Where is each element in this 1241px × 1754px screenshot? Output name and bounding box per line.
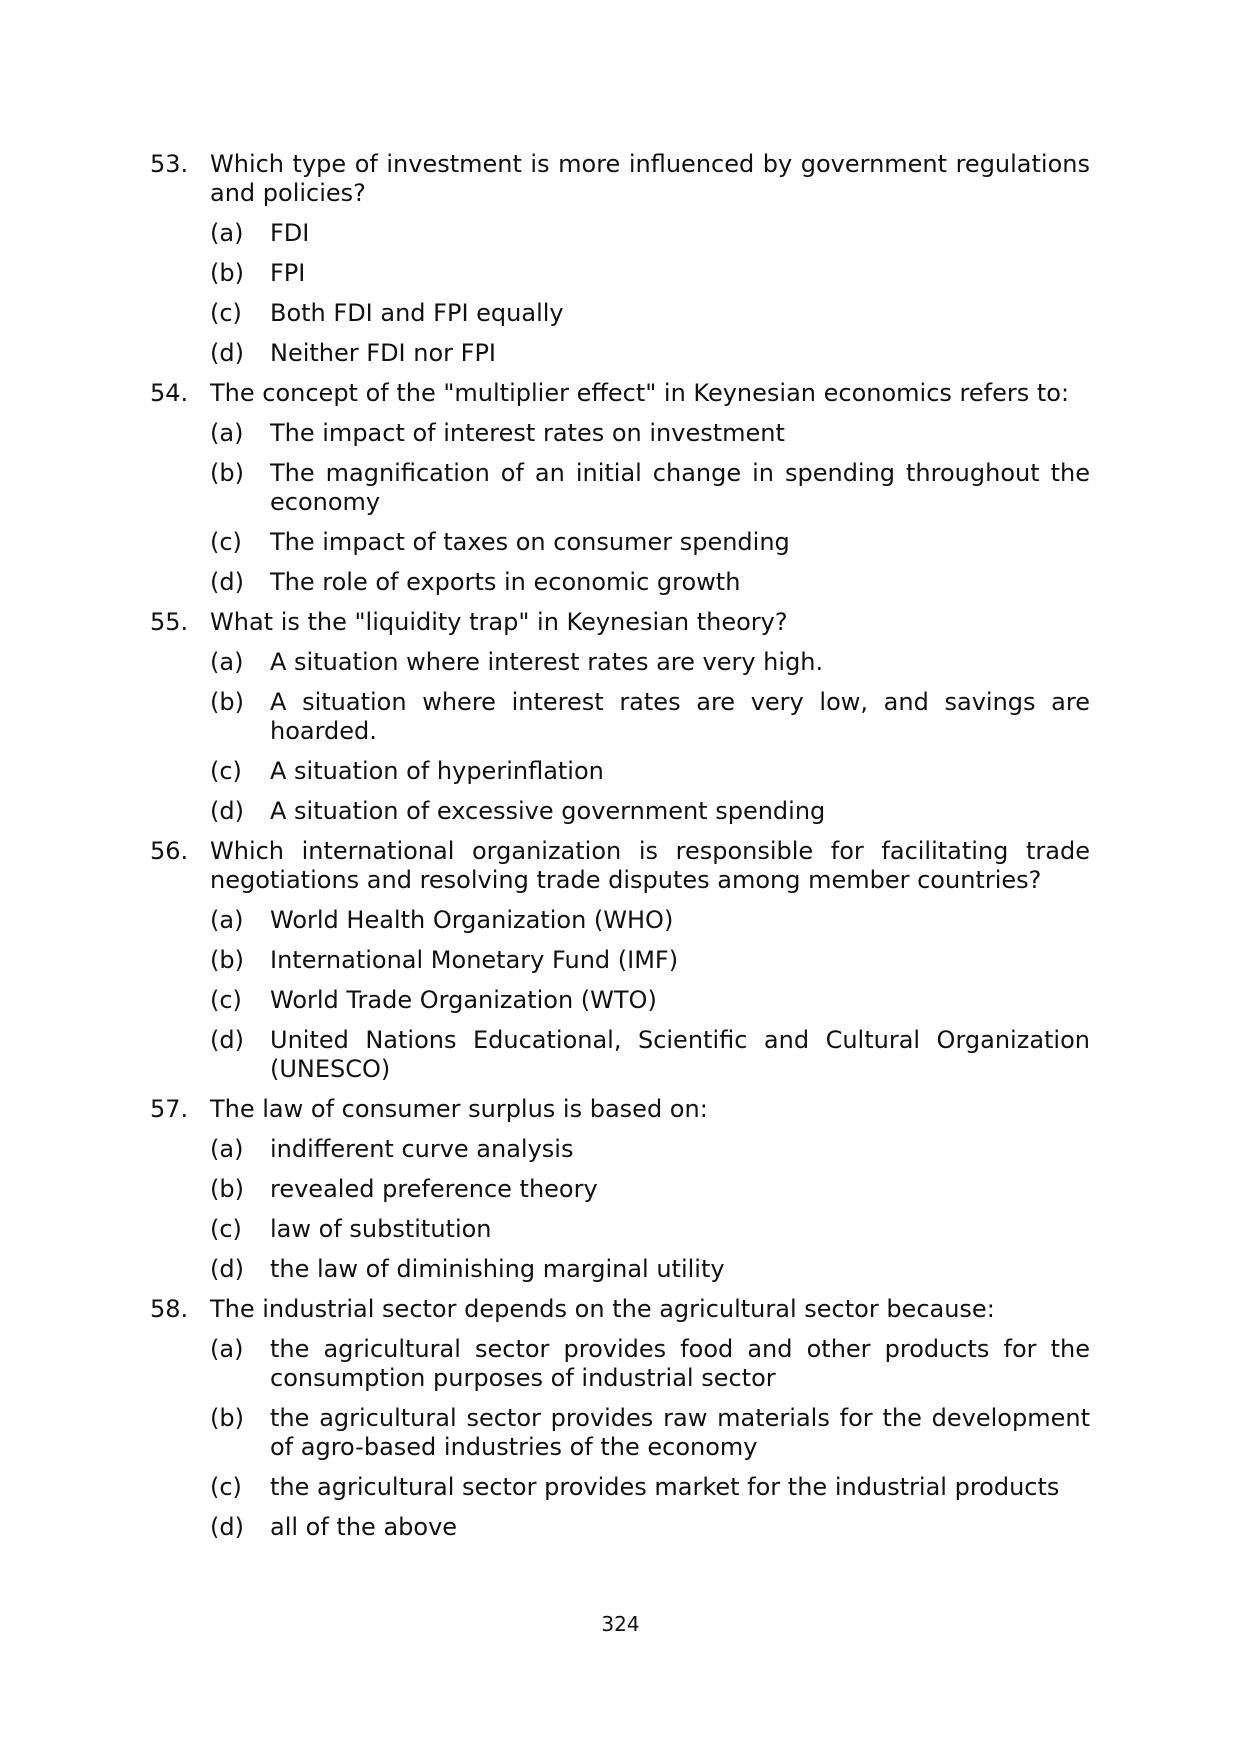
option-label: (b) [210, 1175, 244, 1203]
option-56-b [210, 946, 1090, 975]
option-label: (c) [210, 757, 242, 785]
option-text: law of substitution [270, 1215, 492, 1243]
page-number: 324 [601, 1612, 640, 1636]
option-54-a [210, 419, 1090, 448]
option-text: The impact of taxes on consumer spending [270, 528, 790, 556]
option-text: The magnification of an initial change in spending throughout the economy [270, 459, 1090, 516]
option-label: (d) [210, 568, 244, 596]
question-56 [150, 837, 1090, 895]
question-58 [150, 1295, 1090, 1324]
option-58-d [210, 1513, 1090, 1542]
option-55-d [210, 797, 1090, 826]
option-label: (c) [210, 299, 242, 327]
option-text: The impact of interest rates on investment [270, 419, 785, 447]
question-number: 56. [150, 837, 189, 865]
option-label: (c) [210, 528, 242, 556]
option-text: Both FDI and FPI equally [270, 299, 564, 327]
option-text: Neither FDI nor FPI [270, 339, 497, 367]
option-text: International Monetary Fund (IMF) [270, 946, 679, 974]
question-text: Which type of investment is more influenced by government regulations and policies? [210, 150, 1090, 207]
option-57-c [210, 1215, 1090, 1244]
option-label: (d) [210, 797, 244, 825]
option-label: (a) [210, 419, 244, 447]
option-58-a [210, 1335, 1090, 1393]
option-label: (a) [210, 219, 244, 247]
option-text: A situation of excessive government spending [270, 797, 826, 825]
option-53-a [210, 219, 1090, 248]
option-label: (a) [210, 906, 244, 934]
option-label: (a) [210, 1135, 244, 1163]
option-label: (a) [210, 648, 244, 676]
question-text: The concept of the "multiplier effect" in Keynesian economics refers to: [210, 379, 1070, 407]
option-label: (c) [210, 1473, 242, 1501]
option-text: the law of diminishing marginal utility [270, 1255, 725, 1283]
question-number: 54. [150, 379, 189, 407]
option-53-d [210, 339, 1090, 368]
option-58-b [210, 1404, 1090, 1462]
option-55-c [210, 757, 1090, 786]
option-text: FPI [270, 259, 306, 287]
question-53 [150, 150, 1090, 208]
option-text: The role of exports in economic growth [270, 568, 741, 596]
option-label: (a) [210, 1335, 244, 1363]
question-57 [150, 1095, 1090, 1124]
option-text: the agricultural sector provides market for the industrial products [270, 1473, 1060, 1501]
question-number: 58. [150, 1295, 189, 1323]
option-56-d [210, 1026, 1090, 1084]
question-text: Which international organization is responsible for facilitating trade negotiations and resolving trade disputes among member countries? [210, 837, 1090, 894]
question-55 [150, 608, 1090, 637]
option-text: FDI [270, 219, 310, 247]
option-label: (b) [210, 459, 244, 487]
option-text: all of the above [270, 1513, 458, 1541]
option-label: (b) [210, 259, 244, 287]
option-label: (d) [210, 1513, 244, 1541]
option-label: (d) [210, 339, 244, 367]
question-54 [150, 379, 1090, 408]
option-text: the agricultural sector provides raw materials for the development of agro-based industries of the economy [270, 1404, 1090, 1461]
option-label: (d) [210, 1255, 244, 1283]
option-text: United Nations Educational, Scientific and Cultural Organization (UNESCO) [270, 1026, 1090, 1083]
option-text: World Health Organization (WHO) [270, 906, 674, 934]
question-list [150, 150, 1090, 1553]
question-text: What is the "liquidity trap" in Keynesian theory? [210, 608, 788, 636]
question-text: The industrial sector depends on the agricultural sector because: [210, 1295, 995, 1323]
option-57-d [210, 1255, 1090, 1284]
option-53-b [210, 259, 1090, 288]
option-label: (c) [210, 986, 242, 1014]
option-57-a [210, 1135, 1090, 1164]
option-text: A situation where interest rates are very high. [270, 648, 824, 676]
option-label: (b) [210, 688, 244, 716]
option-54-d [210, 568, 1090, 597]
option-label: (d) [210, 1026, 244, 1054]
option-55-b [210, 688, 1090, 746]
option-58-c [210, 1473, 1090, 1502]
option-54-c [210, 528, 1090, 557]
option-text: World Trade Organization (WTO) [270, 986, 657, 1014]
option-label: (b) [210, 946, 244, 974]
option-55-a [210, 648, 1090, 677]
option-53-c [210, 299, 1090, 328]
option-57-b [210, 1175, 1090, 1204]
question-number: 53. [150, 150, 189, 178]
question-number: 57. [150, 1095, 189, 1123]
option-label: (c) [210, 1215, 242, 1243]
option-text: A situation of hyperinflation [270, 757, 604, 785]
option-54-b [210, 459, 1090, 517]
option-text: A situation where interest rates are very low, and savings are hoarded. [270, 688, 1090, 745]
question-number: 55. [150, 608, 189, 636]
question-text: The law of consumer surplus is based on: [210, 1095, 708, 1123]
option-56-c [210, 986, 1090, 1015]
option-label: (b) [210, 1404, 244, 1432]
option-text: revealed preference theory [270, 1175, 598, 1203]
option-text: the agricultural sector provides food and other products for the consumption purposes of industrial sector [270, 1335, 1090, 1392]
option-text: indifferent curve analysis [270, 1135, 574, 1163]
option-56-a [210, 906, 1090, 935]
